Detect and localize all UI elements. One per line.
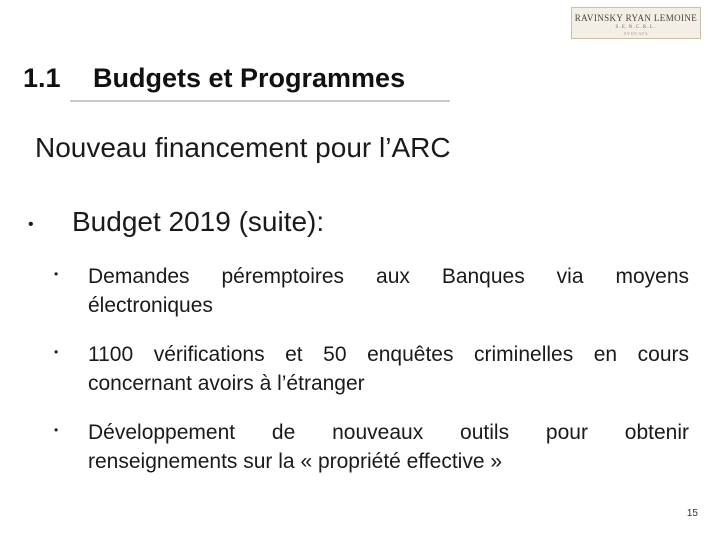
page-number: 15 xyxy=(686,508,698,519)
logo-subtitle: S.E.N.C.R.L. xyxy=(615,25,657,30)
slide-subtitle: Nouveau financement pour l’ARC xyxy=(35,132,451,163)
logo-tagline: AVOCATS xyxy=(623,31,649,36)
main-bullet-text: Budget 2019 (suite): xyxy=(72,206,325,237)
bullet-icon: • xyxy=(28,216,34,233)
list-item-text: Développement de nouveaux outils pour obtenir renseignements sur la « propriété effective » xyxy=(88,421,689,473)
list-item-text: Demandes péremptoires aux Banques via moyens électroniques xyxy=(88,265,689,317)
title-underline xyxy=(70,100,450,102)
list-item-text: 1100 vérifications et 50 enquêtes criminelles en cours concernant avoirs à l’étranger xyxy=(88,343,689,395)
firm-logo xyxy=(571,7,701,39)
section-number: 1.1 xyxy=(23,63,61,93)
bullet-icon: • xyxy=(54,267,59,281)
bullet-icon: • xyxy=(54,423,59,437)
bullet-icon: • xyxy=(54,345,59,359)
slide-header xyxy=(0,56,720,106)
slide-title: Budgets et Programmes xyxy=(93,63,406,93)
logo-firm-name: RAVINSKY RYAN LEMOINE xyxy=(574,13,698,23)
